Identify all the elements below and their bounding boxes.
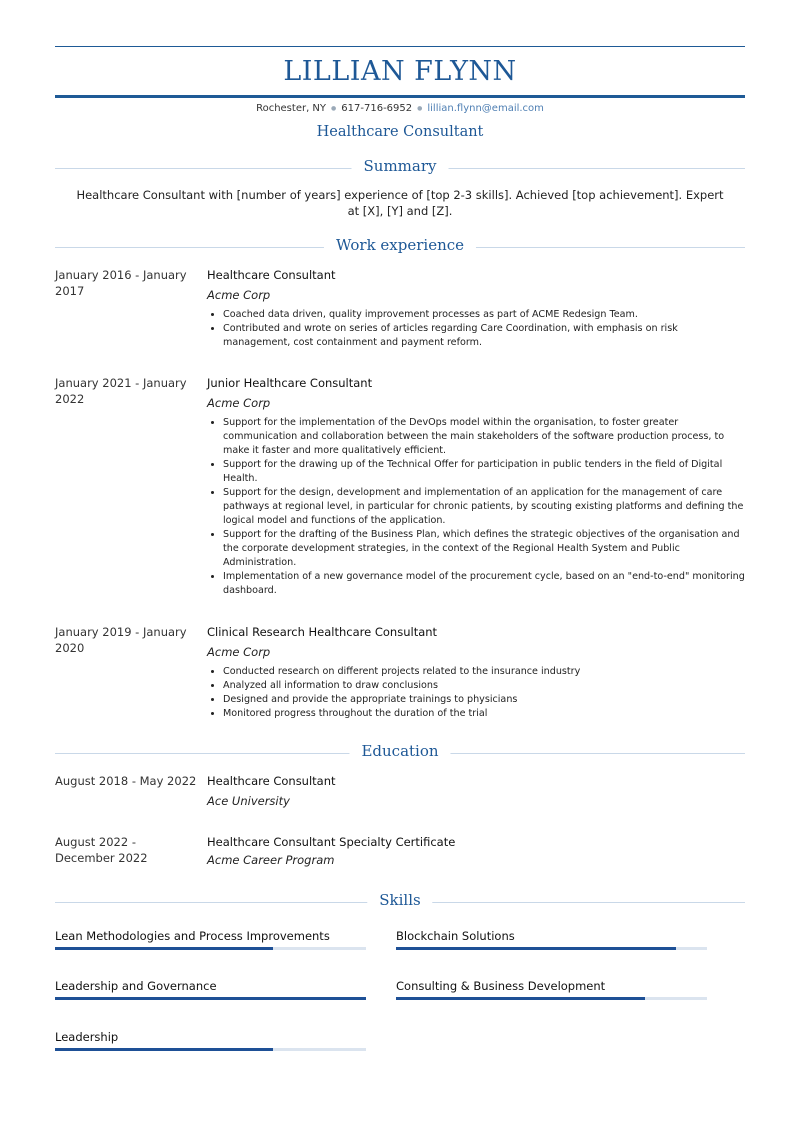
section-title: Education <box>349 742 450 760</box>
job-bullets <box>207 665 745 721</box>
education-date: August 2022 - December 2022 <box>55 835 148 865</box>
job-role: Clinical Research Healthcare Consultant <box>207 625 438 639</box>
job-company: Acme Corp <box>207 288 271 302</box>
contact-city: Rochester, NY <box>256 103 327 114</box>
section-heading-skills <box>55 891 745 913</box>
job-company: Acme Corp <box>207 645 271 659</box>
skill-name: Leadership <box>55 1030 119 1044</box>
dot-separator-icon: ● <box>417 104 423 112</box>
list-item: • Support for the drawing up of the Technical Offer for participation in public tenders in the field of Digital Health. <box>223 458 745 486</box>
section-heading-summary <box>55 157 745 179</box>
skill-item <box>396 929 707 955</box>
skill-level-fill <box>55 997 366 1000</box>
summary-text: Healthcare Consultant with [number of years] experience of [top 2-3 skills]. Achieved [top achievement]. Expert at [X], [Y] and [Z]. <box>76 188 724 218</box>
list-item: • Monitored progress throughout the duration of the trial <box>223 707 745 721</box>
education-degree: Healthcare Consultant <box>207 774 336 788</box>
job-bullets <box>207 308 745 350</box>
skill-level-fill <box>396 947 676 950</box>
section-title: Skills <box>367 891 432 909</box>
list-item: • Coached data driven, quality improvement processes as part of ACME Redesign Team. <box>223 308 745 322</box>
candidate-name: LILLIAN FLYNN <box>283 56 517 87</box>
education-school: Acme Career Program <box>207 853 335 867</box>
skill-level-bar <box>55 1048 366 1051</box>
list-item: • Conducted research on different projects related to the insurance industry <box>223 665 745 679</box>
top-rule <box>55 46 745 47</box>
list-item: • Support for the implementation of the DevOps model within the organisation, to foster greater communication and collaboration between the main stakeholders of the software production process, to make it faster and more qualitatively efficient. <box>223 416 745 458</box>
section-heading-experience <box>55 236 745 258</box>
skill-name: Leadership and Governance <box>55 979 217 993</box>
skill-item <box>55 979 366 1005</box>
skill-name: Lean Methodologies and Process Improvements <box>55 929 330 943</box>
dot-separator-icon: ● <box>331 104 337 112</box>
skill-item <box>55 929 366 955</box>
skill-level-fill <box>396 997 645 1000</box>
skill-level-bar <box>55 947 366 950</box>
headline-title: Healthcare Consultant <box>316 124 484 140</box>
section-heading-education <box>55 742 745 764</box>
list-item: • Contributed and wrote on series of articles regarding Care Coordination, with emphasis on risk management, cost containment and payment reform. <box>223 322 745 350</box>
list-item: • Support for the design, development and implementation of an application for the management of care pathways at regional level, in particular for chronic patients, by scouting existing platforms and defining the logical model and functions of the application. <box>223 486 745 528</box>
skill-name: Consulting & Business Development <box>396 979 606 993</box>
skill-name: Blockchain Solutions <box>396 929 515 943</box>
skill-level-fill <box>55 1048 273 1051</box>
job-date: January 2016 - January 2017 <box>55 268 187 298</box>
skill-item <box>396 979 707 1005</box>
list-item: • Support for the drafting of the Business Plan, which defines the strategic objectives of the organisation and the corporate development strategies, in the context of the Regional Health System and Public Administration. <box>223 528 745 570</box>
skill-item <box>55 1030 366 1056</box>
list-item: • Implementation of a new governance model of the procurement cycle, based on an "end-to-end" monitoring dashboard. <box>223 570 745 598</box>
education-degree: Healthcare Consultant Specialty Certificate <box>207 835 456 849</box>
education-date: August 2018 - May 2022 <box>55 774 197 788</box>
name-underline <box>55 95 745 98</box>
section-title: Summary <box>352 157 449 175</box>
skill-level-bar <box>55 997 366 1000</box>
list-item: • Designed and provide the appropriate trainings to physicians <box>223 693 745 707</box>
contact-phone: 617-716-6952 <box>341 103 413 114</box>
skill-level-fill <box>55 947 273 950</box>
job-date: January 2019 - January 2020 <box>55 625 187 655</box>
job-bullets <box>207 416 745 598</box>
job-role: Junior Healthcare Consultant <box>207 376 373 390</box>
contact-line <box>0 103 800 114</box>
list-item: • Analyzed all information to draw conclusions <box>223 679 745 693</box>
skill-level-bar <box>396 947 707 950</box>
contact-email-link[interactable]: lillian.flynn@email.com <box>427 103 544 114</box>
section-title: Work experience <box>324 236 476 254</box>
education-school: Ace University <box>207 794 290 808</box>
job-date: January 2021 - January 2022 <box>55 376 187 406</box>
job-role: Healthcare Consultant <box>207 268 336 282</box>
job-company: Acme Corp <box>207 396 271 410</box>
skill-level-bar <box>396 997 707 1000</box>
